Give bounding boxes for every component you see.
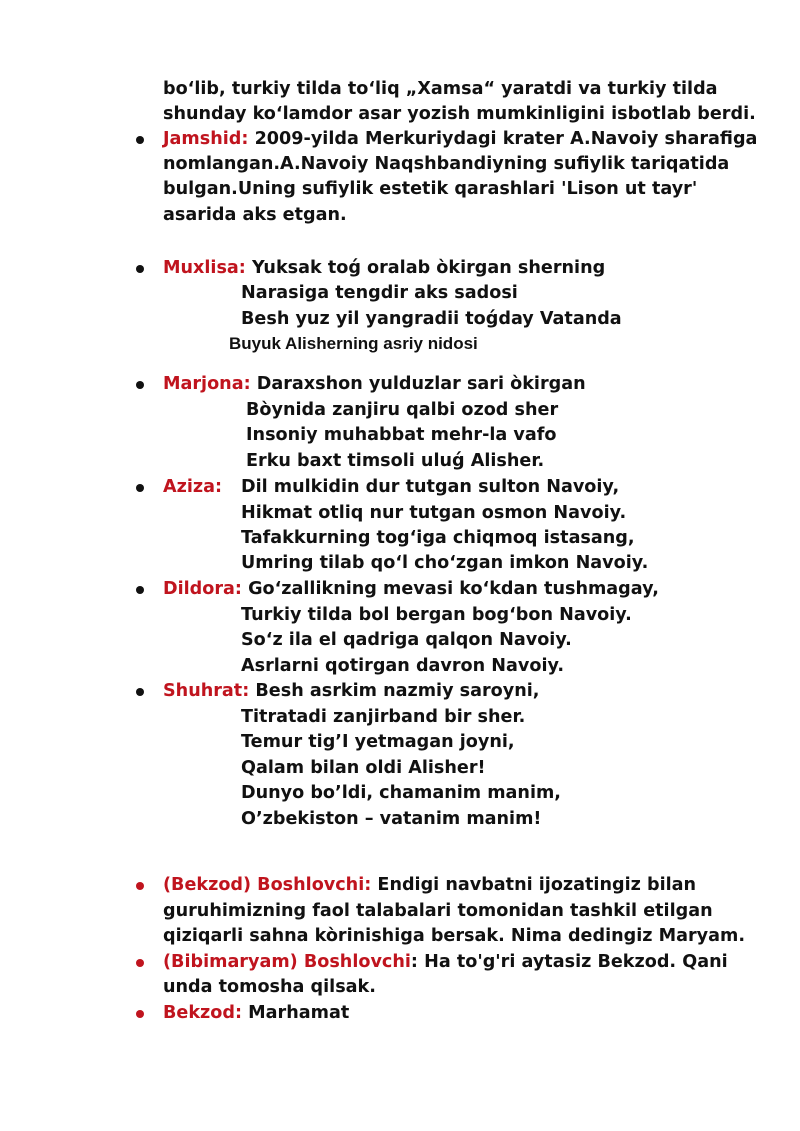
verse-line: Tafakkurning tog‘iga chiqmoq istasang, [241,528,635,548]
speech-text: nomlangan.A.Navoiy Naqshbandiyning sufiylik tariqatida [163,154,730,174]
list-item-marjona [163,372,586,397]
bullet [136,484,144,492]
verse-line: Yuksak toǵ oralab òkirgan sherning [251,258,606,278]
speaker-name: Jamshid: [163,129,249,149]
bullet [136,688,144,696]
verse-line: Temur tig’I yetmagan joyni, [241,732,515,752]
bullet [136,882,144,890]
list-item-bekzod [163,1001,349,1026]
speech-text: Marhamat [248,1003,350,1023]
speech-text: guruhimizning faol talabalari tomonidan tashkil etilgan [163,901,713,921]
paragraph-line: bo‘lib, turkiy tilda to‘liq „Xamsa“ yaratdi va turkiy tilda [163,79,718,99]
verse-line: Asrlarni qotirgan davron Navoiy. [241,656,565,676]
speaker-name: Shuhrat: [163,681,250,701]
speaker-name: Dildora: [163,579,242,599]
speaker-name: Marjona: [163,374,251,394]
bullet [136,381,144,389]
verse-line: So‘z ila el qadriga qalqon Navoiy. [241,630,572,650]
speech-text: Ha to'g'ri aytasiz Bekzod. Qani [424,952,728,972]
verse-line: Hikmat otliq nur tutgan osmon Navoiy. [241,503,627,523]
verse-line: Titratadi zanjirband bir sher. [241,707,526,727]
verse-line: Qalam bilan oldi Alisher! [241,758,486,778]
list-item-shuhrat [163,679,539,704]
speaker-name: Muxlisa: [163,258,246,278]
verse-line: Dunyo bo’ldi, chamanim manim, [241,783,561,803]
list-item-muxlisa [163,256,605,281]
list-item-aziza [163,475,222,500]
verse-line: Insoniy muhabbat mehr-la vafo [246,425,557,445]
bullet [136,959,144,967]
speaker-name: (Bibimaryam) Boshlovchi [163,952,411,972]
list-item-dildora [163,577,659,602]
verse-line: Buyuk Alisherning asriy nidosi [229,334,478,353]
verse-line: Narasiga tengdir aks sadosi [241,283,518,303]
verse-line: Besh yuz yil yangradii toǵday Vatanda [241,309,622,329]
verse-line: Go‘zallikning mevasi ko‘kdan tushmagay, [248,579,659,599]
verse-line: Dil mulkidin dur tutgan sulton Navoiy, [241,477,620,497]
speech-text: bulgan.Uning sufiylik estetik qarashlari 'Lison ut tayr' [163,179,698,199]
speech-text: Endigi navbatni ijozatingiz bilan [377,875,697,895]
speaker-name: Aziza: [163,477,223,497]
paragraph-line: shunday ko‘lamdor asar yozish mumkinligini isbotlab berdi. [163,104,756,124]
list-item-jamshid [163,127,757,152]
list-item-bibimaryam-host [163,950,728,975]
speaker-colon: : [410,952,418,972]
bullet [136,136,144,144]
verse-line: Bòynida zanjiru qalbi ozod sher [246,400,559,420]
speaker-name: Bekzod: [163,1003,243,1023]
verse-line: O’zbekiston – vatanim manim! [241,809,542,829]
verse-line: Umring tilab qo‘l cho‘zgan imkon Navoiy. [241,553,649,573]
speech-text: 2009-yilda Merkuriydagi krater A.Navoiy sharafiga [254,129,758,149]
verse-line: Erku baxt timsoli uluǵ Alisher. [246,451,545,471]
bullet [136,265,144,273]
bullet [136,1010,144,1018]
verse-line: Daraxshon yulduzlar sari òkirgan [256,374,586,394]
bullet [136,586,144,594]
speech-text: unda tomosha qilsak. [163,977,376,997]
verse-line: Besh asrkim nazmiy saroyni, [255,681,540,701]
speech-text: asarida aks etgan. [163,205,347,225]
speech-text: qiziqarli sahna kòrinishiga bersak. Nima dedingiz Maryam. [163,926,746,946]
list-item-bekzod-host [163,873,696,898]
verse-line: Turkiy tilda bol bergan bog‘bon Navoiy. [241,605,632,625]
speaker-name: (Bekzod) Boshlovchi: [163,875,372,895]
